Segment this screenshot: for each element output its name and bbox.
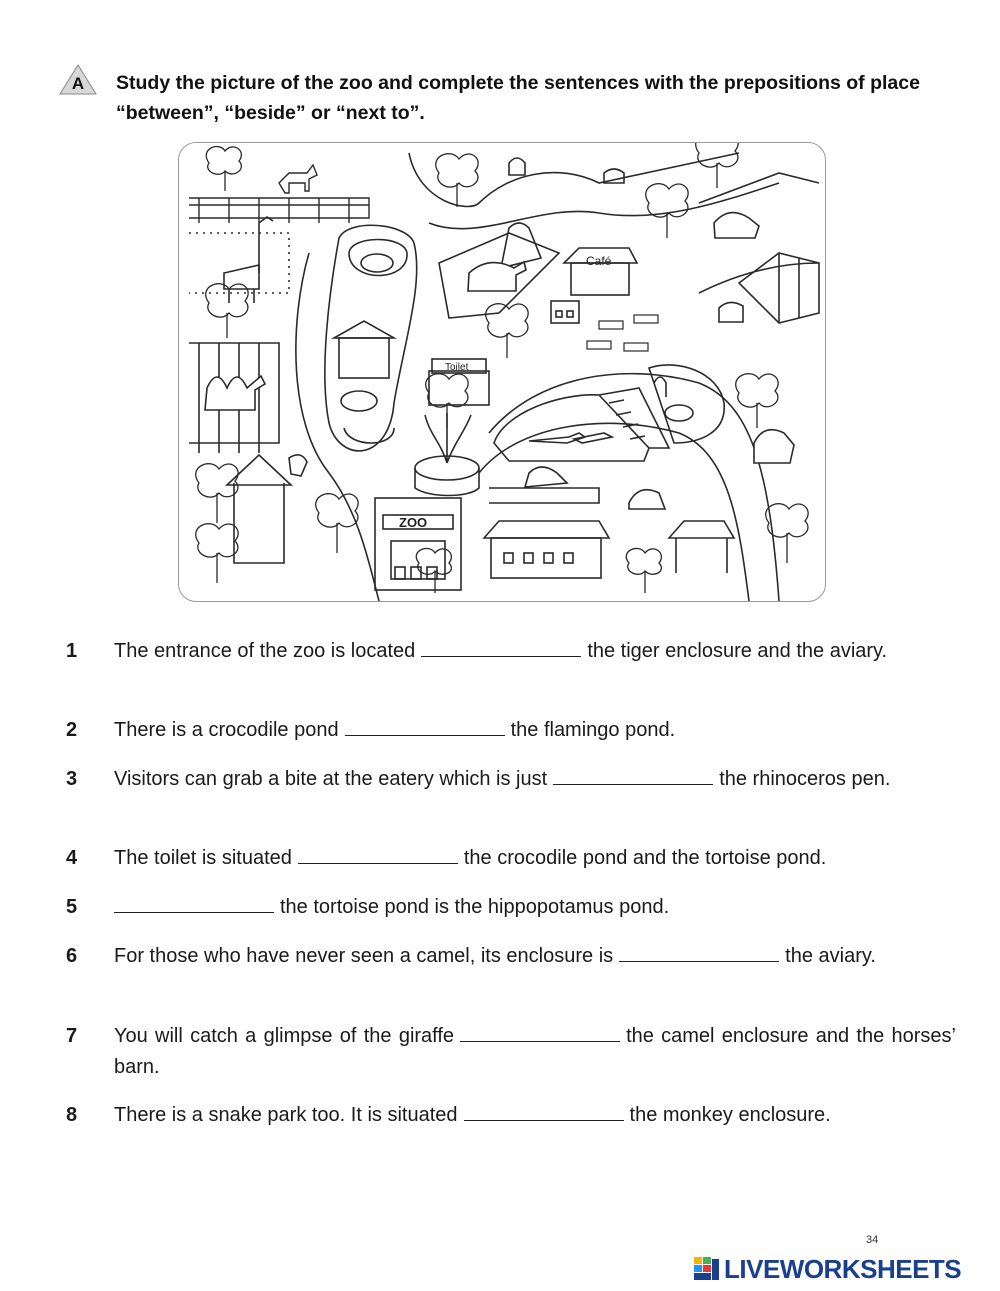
question-text-before: You will catch a glimpse of the giraffe — [114, 1025, 455, 1047]
question-text-after: the tortoise pond is the hippopotamus pond. — [280, 896, 670, 918]
question-5 — [66, 892, 956, 923]
elephant-enclosure — [699, 173, 819, 323]
path — [479, 423, 749, 601]
path — [409, 153, 739, 206]
answer-blank-4[interactable] — [298, 845, 458, 864]
tortoise-pond — [334, 321, 394, 443]
answer-blank-6[interactable] — [619, 943, 779, 962]
zoo-sign: ZOO — [399, 515, 428, 530]
camel-enclosure — [189, 343, 279, 453]
cafe-label: Café — [586, 254, 612, 268]
tiger-enclosure — [484, 467, 609, 578]
question-text-after: the monkey enclosure. — [629, 1104, 831, 1126]
answer-blank-2[interactable] — [345, 717, 505, 736]
zoo-map-illustration — [178, 142, 826, 602]
polar-bear — [754, 430, 794, 463]
question-number: 2 — [66, 719, 78, 741]
question-number: 1 — [66, 640, 78, 662]
answer-blank-3[interactable] — [553, 766, 713, 785]
question-text-before: Visitors can grab a bite at the eatery which is just — [114, 768, 548, 790]
answer-blank-1[interactable] — [421, 638, 581, 657]
toilet-building — [429, 359, 489, 405]
liveworksheets-brand[interactable] — [694, 1253, 962, 1284]
question-7 — [66, 1021, 956, 1083]
answer-blank-8[interactable] — [464, 1102, 624, 1121]
instructions: Study the picture of the zoo and complete the sentences with the prepositions of place “between”, “beside” or “next to”. — [116, 72, 920, 124]
question-text-before: The entrance of the zoo is located — [114, 640, 416, 662]
aviary — [227, 455, 307, 563]
section-letter: A — [71, 74, 85, 93]
question-number: 7 — [66, 1025, 78, 1047]
question-text-before: The toilet is situated — [114, 847, 292, 869]
question-text-before: There is a crocodile pond — [114, 719, 339, 741]
answer-blank-7[interactable] — [460, 1023, 620, 1042]
section-badge — [58, 62, 98, 96]
question-text-after: the flamingo pond. — [510, 719, 676, 741]
question-number: 6 — [66, 945, 78, 967]
brand-name: LIVEWORKSHEETS — [724, 1253, 962, 1284]
question-text-after: the tiger enclosure and the aviary. — [587, 640, 888, 662]
question-6 — [66, 941, 956, 972]
question-text-before: For those who have never seen a camel, its enclosure is — [114, 945, 614, 967]
toilet-label: Toilet — [445, 362, 469, 373]
question-number: 8 — [66, 1104, 78, 1126]
cafe-building — [551, 248, 637, 323]
giraffe-enclosure — [189, 217, 289, 303]
question-text-before: There is a snake park too. It is situated — [114, 1104, 458, 1126]
question-8 — [66, 1100, 956, 1131]
question-number: 4 — [66, 847, 78, 869]
question-text-after: the rhinoceros pen. — [719, 768, 891, 790]
question-number: 3 — [66, 768, 78, 790]
lion-gazebo — [629, 490, 734, 573]
question-number: 5 — [66, 896, 78, 918]
question-2 — [66, 715, 956, 746]
answer-blank-5[interactable] — [114, 894, 274, 913]
question-1 — [66, 636, 956, 667]
question-3 — [66, 764, 956, 795]
zoo-entrance — [375, 498, 461, 590]
question-text-after: the aviary. — [785, 945, 876, 967]
liveworksheets-logo-icon — [694, 1257, 720, 1281]
question-text-after: the camel enclosure and the horses’ barn. — [114, 1025, 956, 1078]
monkey-enclosure — [509, 158, 624, 183]
question-4 — [66, 843, 956, 874]
page-number: 34 — [866, 1234, 879, 1246]
trees — [196, 143, 808, 593]
question-text-after: the crocodile pond and the tortoise pond. — [463, 847, 827, 869]
benches — [587, 315, 658, 351]
